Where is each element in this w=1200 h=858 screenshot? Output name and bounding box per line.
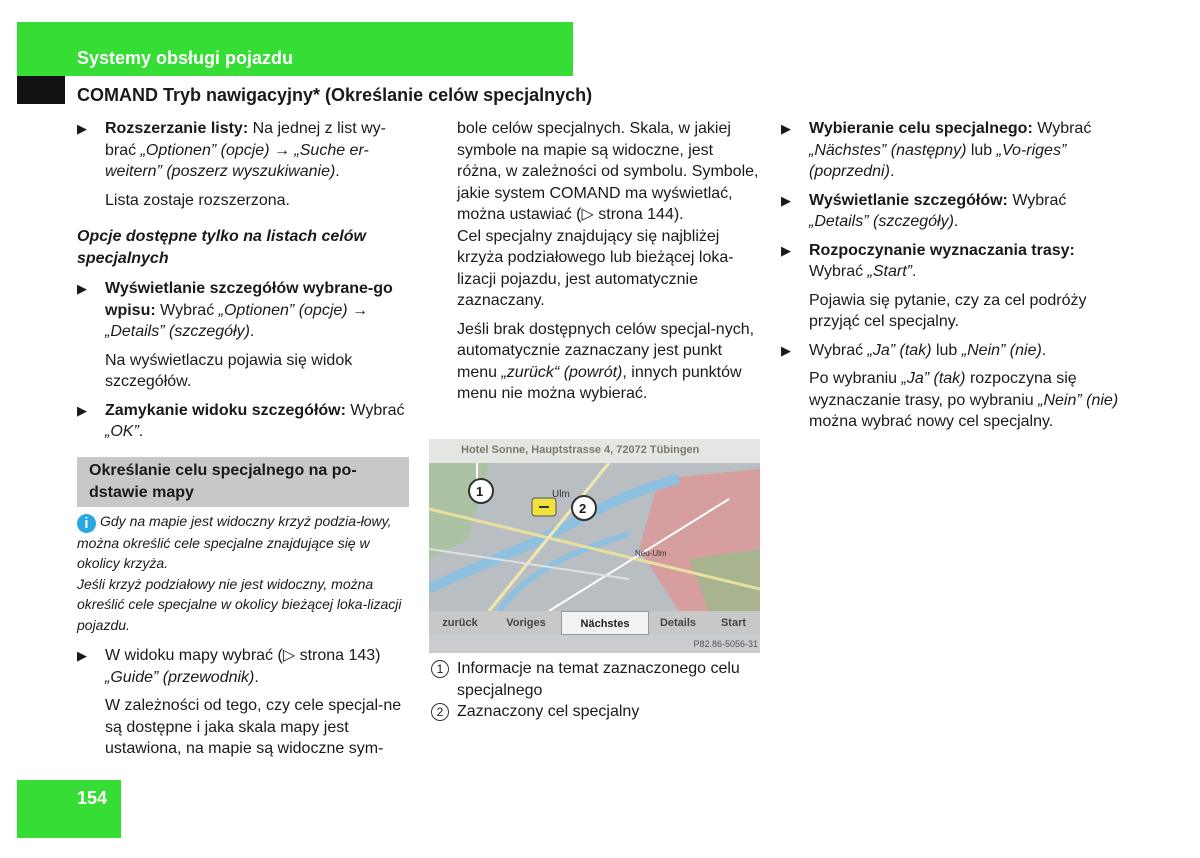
callout-2-label: 2 — [579, 501, 587, 516]
bullet-close-details — [77, 400, 409, 443]
menu-path: „Nein” (nie) — [961, 341, 1042, 359]
section-header-bar — [17, 22, 573, 76]
column-1 — [77, 118, 409, 760]
legend-text: Zaznaczony cel specjalny — [457, 703, 640, 720]
menu-path: „OK” — [105, 423, 139, 440]
text: . — [138, 423, 144, 440]
bullet-arrow-icon: ▶ — [77, 121, 87, 136]
menu-path: „zurück“ (powrót) — [501, 363, 623, 381]
softkey-start[interactable]: Start — [720, 617, 747, 629]
map-softkey-bar — [429, 611, 760, 635]
figure-legend — [431, 658, 761, 723]
legend-item — [431, 658, 761, 701]
legend-number: 1 — [431, 660, 449, 678]
column-2 — [457, 118, 762, 405]
bullet-start-route — [781, 240, 1121, 283]
menu-path: „Vo-riges” (poprzedni) — [809, 141, 1067, 180]
text: Wybrać — [155, 301, 219, 319]
map-place-label: Neu-Ulm — [635, 549, 667, 558]
text: Wybrać — [809, 263, 868, 280]
menu-path: „Ja” (tak) — [867, 341, 932, 359]
text: . — [254, 668, 259, 686]
menu-path: „Nein” (nie) — [1038, 391, 1119, 409]
menu-path: „Details” (szczegóły) — [809, 213, 954, 230]
menu-path: „Nächstes” (następny) — [809, 141, 967, 159]
navigation-map-screenshot — [429, 439, 760, 653]
bullet-heading: Rozszerzanie listy: — [105, 120, 249, 137]
info-note — [77, 511, 409, 574]
text: Po wybraniu — [809, 370, 902, 387]
text: Wybrać — [345, 401, 405, 419]
text: Wybrać — [1007, 191, 1067, 209]
bullet-arrow-icon: ▶ — [781, 121, 791, 136]
bullet-heading: Wybieranie celu specjalnego: — [809, 120, 1033, 137]
softkey-nachstes[interactable]: Nächstes — [561, 611, 649, 635]
bullet-show-details — [77, 278, 409, 343]
figure-code: P82.86-5056-31 — [693, 639, 758, 649]
text: , innych punktów menu nie można wybierać. — [457, 363, 742, 402]
menu-path: „Optionen” (opcje) → „Suche er-weitern” (poszerz wyszukiwanie) — [105, 141, 369, 180]
column-3 — [781, 118, 1121, 433]
bullet-details — [781, 190, 1121, 233]
menu-path: „Start” — [867, 263, 912, 280]
menu-path: „Optionen” (opcje) → „Details” (szczegóły) — [105, 301, 369, 340]
text: rozpoczyna się wyznaczanie trasy, po wybraniu — [809, 370, 1077, 409]
bullet-heading: Wyświetlanie szczegółów wybrane-go wpisu: — [105, 280, 393, 319]
text: lub — [966, 141, 997, 159]
bullet-arrow-icon: ▶ — [77, 281, 87, 296]
callout-1-label: 1 — [476, 484, 484, 499]
text: . — [889, 163, 895, 180]
result-text: Pojawia się pytanie, czy za cel podróży przyjąć cel specjalny. — [809, 291, 1087, 330]
bullet-yes-no — [781, 340, 1121, 362]
paragraph: Cel specjalny znajdujący się najbliżej krzyża podziałowego lub bieżącej loka-lizacji pojazdu, jest automatycznie zaznaczany. — [457, 227, 734, 309]
softkey-voriges[interactable]: Voriges — [506, 617, 546, 629]
bullet-heading: Zamykanie widoku szczegółów: — [105, 401, 346, 419]
paragraph: bole celów specjalnych. Skala, w jakiej symbole na mapie są widoczne, jest różna, w zależności od symbolu. Symbole, jakie system COMAND ma wyświetlać, można ustawiać (▷ strona 144). — [457, 120, 759, 223]
softkey-details[interactable]: Details — [659, 617, 697, 629]
text: można wybrać nowy cel specjalny. — [809, 413, 1054, 430]
softkey-zuruck[interactable]: zurück — [442, 617, 478, 629]
legend-number: 2 — [431, 703, 449, 721]
result-text — [781, 368, 1121, 433]
text: . — [911, 263, 917, 280]
result-text: Na wyświetlaczu pojawia się widok szczegółów. — [105, 351, 353, 390]
map-address: Hotel Sonne, Hauptstrasse 4, 72072 Tübingen — [461, 444, 700, 456]
bullet-heading: Wyświetlanie szczegółów: — [809, 191, 1008, 209]
map-address-bar — [429, 439, 760, 463]
result-text: Lista zostaje rozszerzona. — [105, 191, 290, 209]
page-number-box — [17, 780, 121, 838]
text: Jeśli brak dostępnych celów specjal-nych, automatycznie zaznaczany jest punkt menu — [457, 320, 755, 381]
result-text: W zależności od tego, czy cele specjal-ne są dostępne i jaka skala mapy jest ustawiona, na mapie są widoczne sym- — [105, 697, 402, 757]
menu-path: „Guide” (przewodnik) — [105, 668, 255, 686]
bullet-select-poi — [781, 118, 1121, 183]
text: Wybrać — [809, 341, 868, 359]
paragraph — [457, 319, 762, 405]
text: lub — [931, 341, 962, 359]
bullet-guide — [77, 645, 409, 688]
bullet-arrow-icon: ▶ — [77, 648, 87, 663]
section-title: Systemy obsługi pojazdu — [77, 48, 294, 68]
text: . — [1041, 341, 1047, 359]
map-place-label: Ulm — [552, 489, 570, 500]
info-icon: i — [77, 514, 96, 533]
text: Wybrać — [1032, 120, 1092, 137]
note-text: Jeśli krzyż podziałowy nie jest widoczny, można określić cele specjalne w okolicy bieżącej loka-lizacji pojazdu. — [77, 575, 402, 633]
legend-item — [431, 701, 761, 723]
page-number: 154 — [77, 788, 108, 808]
header-marker — [17, 76, 65, 104]
section-heading: Określanie celu specjalnego na po-dstawie mapy — [77, 457, 409, 507]
text: . — [335, 163, 340, 180]
bullet-arrow-icon: ▶ — [781, 342, 791, 358]
bullet-arrow-icon: ▶ — [781, 242, 791, 258]
legend-text: Informacje na temat zaznaczonego celu specjalnego — [457, 660, 740, 699]
text: . — [249, 323, 255, 340]
bullet-arrow-icon: ▶ — [781, 192, 791, 208]
text: W widoku mapy wybrać (▷ strona 143) — [105, 647, 381, 664]
text: . — [953, 213, 959, 230]
page-title: COMAND Tryb nawigacyjny* (Określanie celów specjalnych) — [77, 85, 593, 105]
subheading: Opcje dostępne tylko na listach celów specjalnych — [77, 228, 366, 267]
bullet-extend-list — [77, 118, 409, 183]
text: Na jednej z list wy-brać — [105, 120, 386, 159]
note-text: Gdy na mapie jest widoczny krzyż podzia-łowy, można określić cele specjalne znajdujące się w okolicy krzyża. — [77, 512, 392, 571]
menu-path: „Ja” (tak) — [901, 370, 966, 387]
bullet-heading: Rozpoczynanie wyznaczania trasy: — [809, 241, 1075, 259]
bullet-arrow-icon: ▶ — [77, 402, 87, 418]
